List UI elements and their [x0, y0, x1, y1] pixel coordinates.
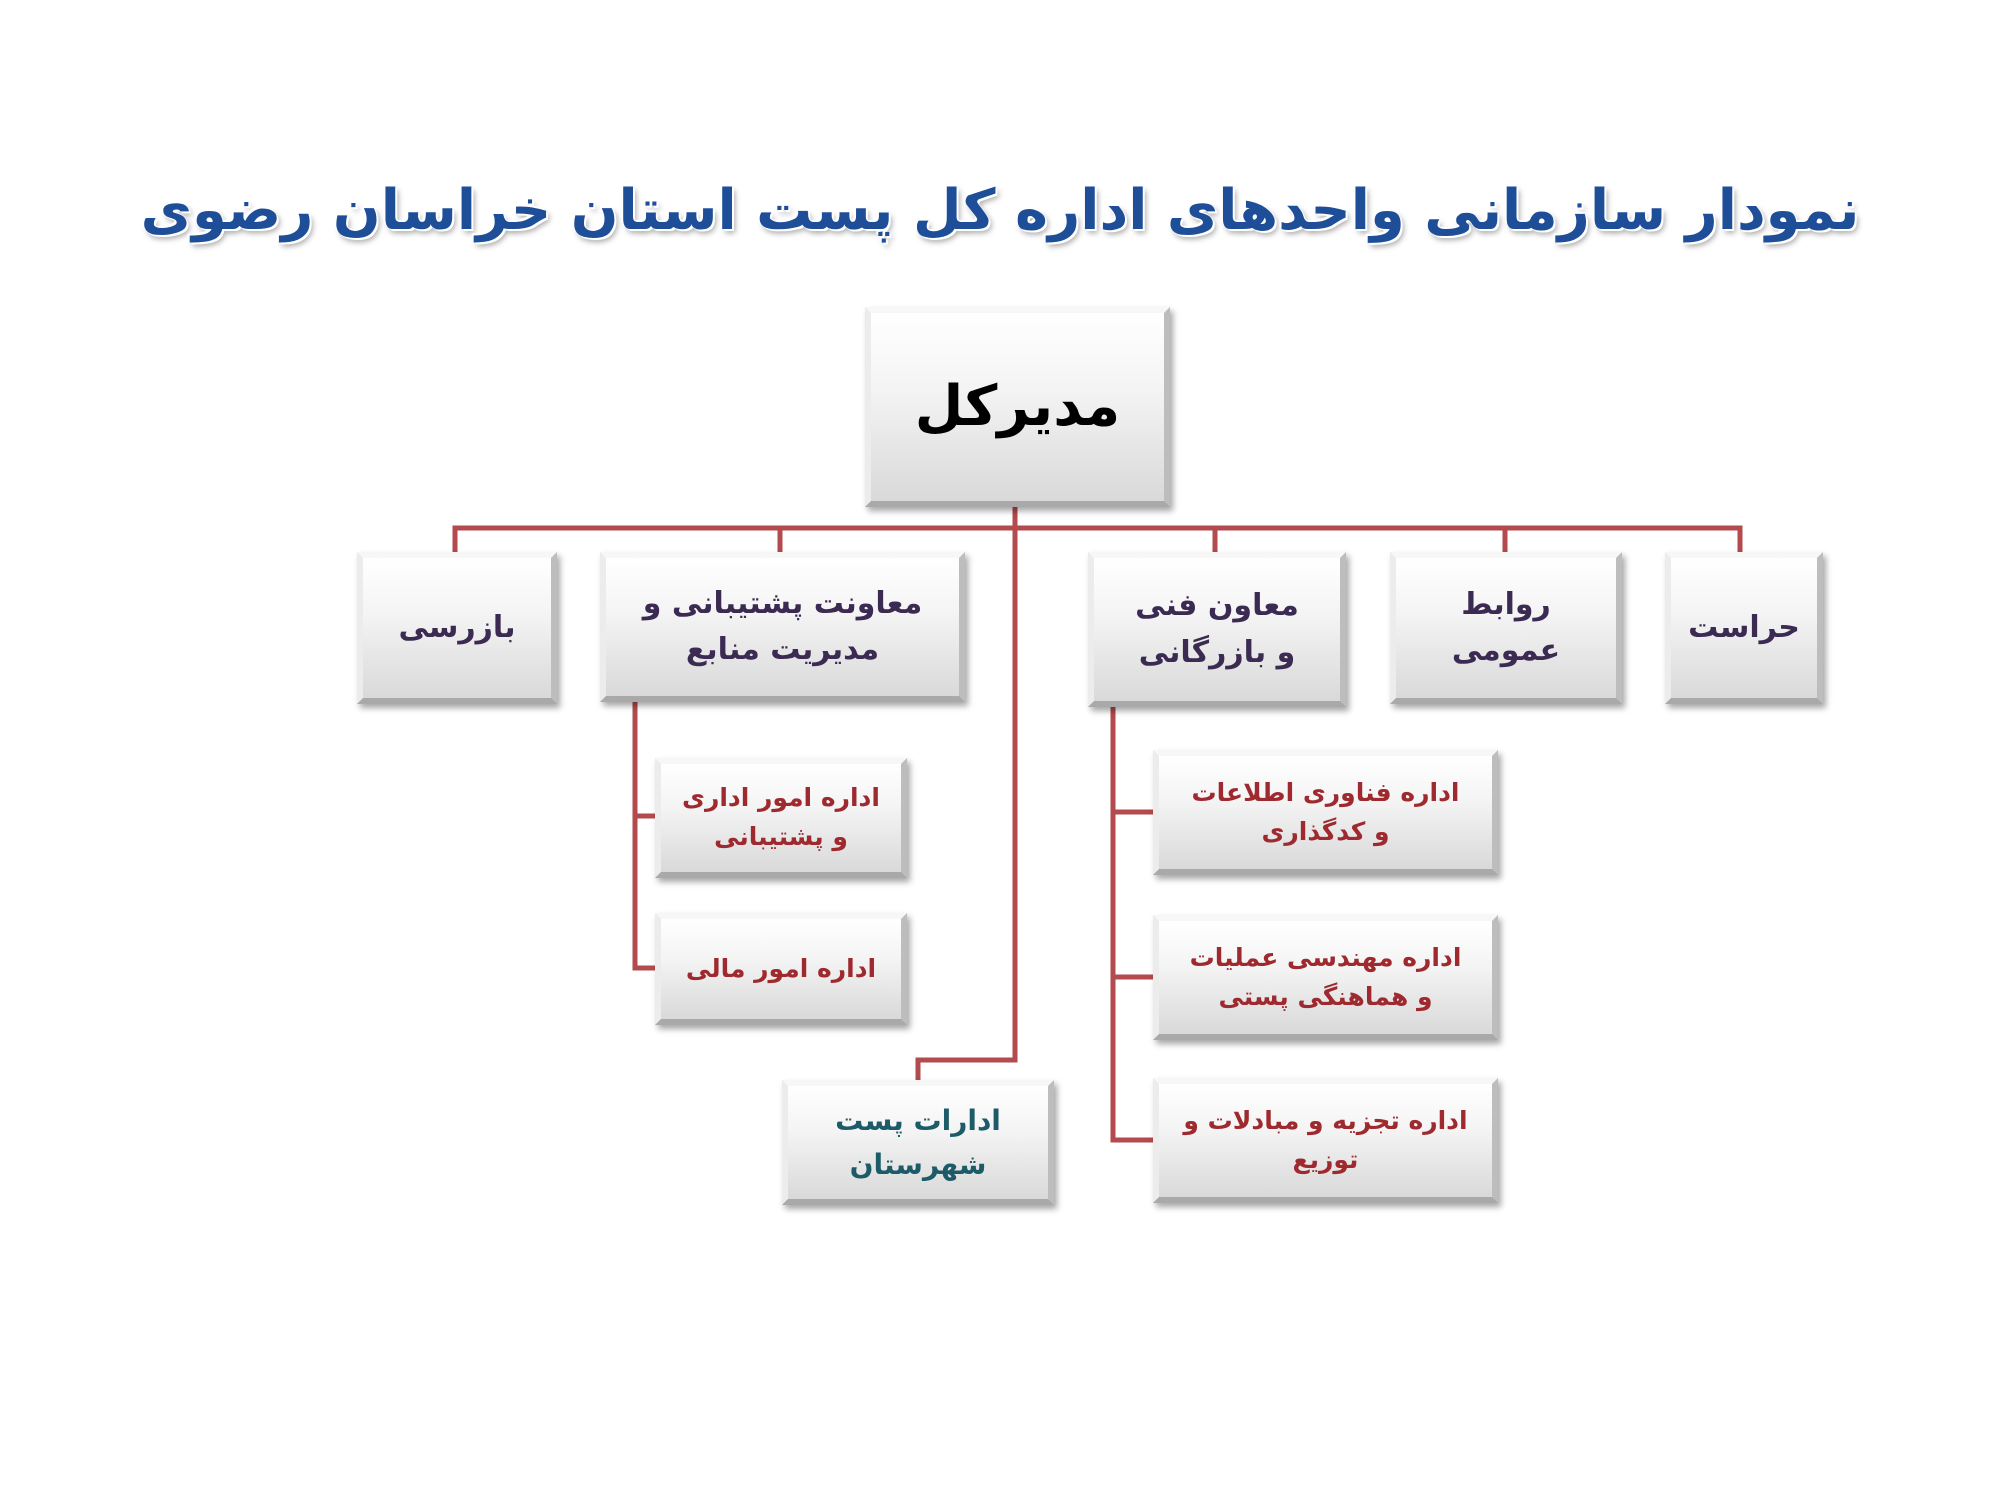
node-public-relations — [1390, 552, 1622, 704]
node-label: معاون فنی و بازرگانی — [1135, 588, 1299, 670]
node-it-coding-office — [1153, 750, 1498, 875]
node-technical-commercial-deputy — [1088, 552, 1346, 707]
node-director-general — [865, 307, 1170, 507]
node-label: اداره مهندسی عملیات و هماهنگی پستی — [1189, 942, 1462, 1011]
node-engineering-operations-office — [1153, 915, 1498, 1040]
node-security — [1665, 552, 1823, 704]
node-label: ادارات پست شهرستان — [835, 1104, 1001, 1181]
node-county-post-offices — [782, 1080, 1054, 1205]
node-support-resources-deputy — [600, 552, 965, 702]
node-label: اداره امور مالی — [685, 953, 877, 983]
node-label: اداره فناوری اطلاعات و کدگذاری — [1191, 777, 1460, 846]
node-label: معاونت پشتیبانی و مدیریت منابع — [642, 585, 923, 667]
node-inspection — [357, 552, 557, 704]
node-sorting-exchange-office — [1153, 1078, 1498, 1203]
node-finance-office — [655, 913, 907, 1025]
node-label: حراست — [1688, 609, 1800, 645]
node-label: مدیرکل — [914, 373, 1121, 439]
node-label: روابط عمومی — [1451, 586, 1561, 668]
node-admin-support-office — [655, 758, 907, 878]
node-label: بازرسی — [398, 609, 516, 645]
node-label: اداره امور اداری و پشتیبانی — [682, 783, 880, 851]
node-label: اداره تجزیه و مبادلات و توزیع — [1183, 1105, 1468, 1174]
chart-title: نمودار سازمانی واحدهای اداره کل پست استان خراسان رضوی — [140, 178, 1860, 243]
